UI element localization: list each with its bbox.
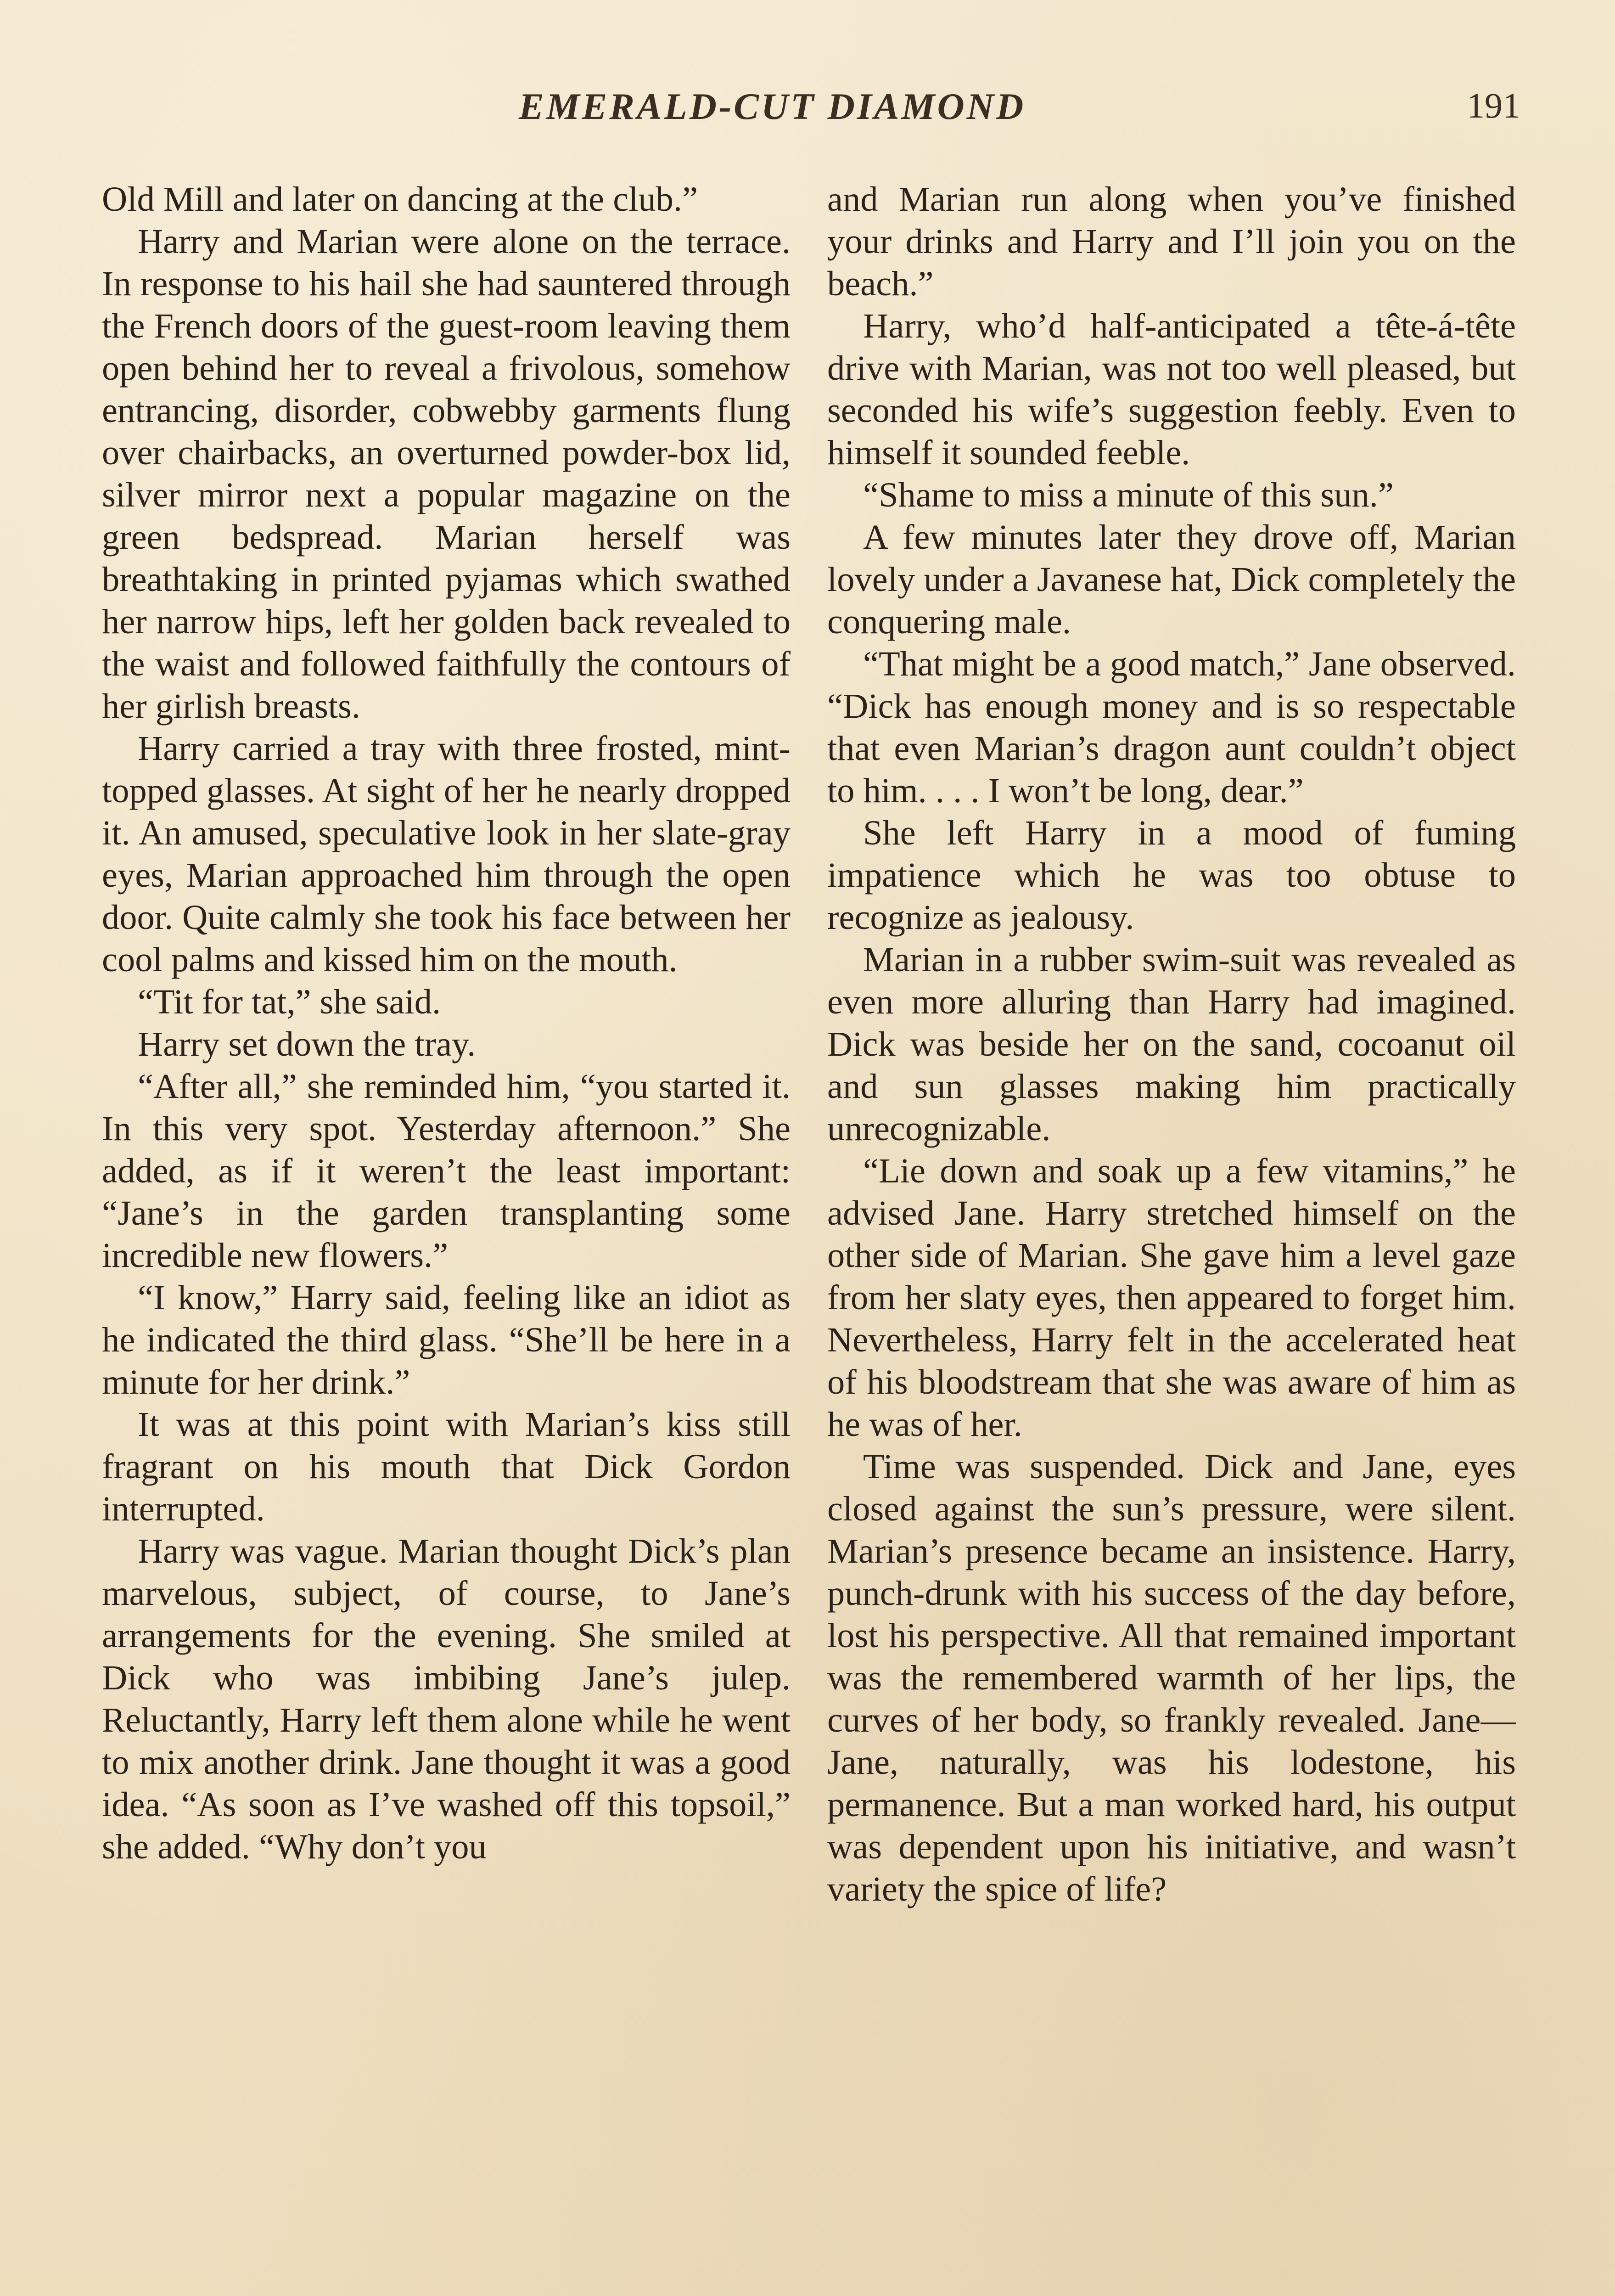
paragraph: Harry carried a tray with three frosted, mint-topped glasses. At sight of her he nearly dropped it. An amused, speculative look in her slate-gray eyes, Marian approached him through the open door. Quite calmly she took his face between her cool palms and kissed him on the mouth. <box>102 729 791 979</box>
paragraph: and Marian run along when you’ve finished your drinks and Harry and I’ll join you on the beach.” <box>827 180 1516 303</box>
paragraph: A few minutes later they drove off, Marian lovely under a Javanese hat, Dick completely the conquering male. <box>827 518 1516 641</box>
page-number: 191 <box>1467 85 1520 125</box>
paragraph: Old Mill and later on dancing at the club.” <box>102 180 698 219</box>
paragraph: Harry and Marian were alone on the terrace. In response to his hail she had sauntered through the French doors of the guest-room leaving them open behind her to reveal a frivolous, somehow entrancing, disorder, cobwebby garments flung over chairbacks, an overturned powder-box lid, silver mirror next a popular magazine on the green bedspread. Marian herself was breathtaking in printed pyjamas which swathed her narrow hips, left her golden back revealed to the waist and followed faithfully the contours of her girlish breasts. <box>102 222 791 726</box>
paragraph: Time was suspended. Dick and Jane, eyes closed against the sun’s pressure, were silent. Marian’s presence became an insistence. Harry, punch-drunk with his success of the day before, lost his perspective. All that remained important was the remembered warmth of her lips, the curves of her body, so frankly revealed. Jane—Jane, naturally, was his lodestone, his permanence. But a man worked hard, his output was dependent upon his initiative, and wasn’t variety the spice of life? <box>827 1447 1516 1908</box>
paragraph: “After all,” she reminded him, “you started it. In this very spot. Yesterday afternoon.” She added, as if it weren’t the least important: “Jane’s in the garden transplanting some incredible new flowers.” <box>102 1067 791 1275</box>
running-title: EMERALD-CUT DIAMOND <box>519 85 1026 127</box>
paragraph: “That might be a good match,” Jane observed. “Dick has enough money and is so respectable that even Marian’s dragon aunt couldn’t object to him. . . . I won’t be long, dear.” <box>827 644 1516 810</box>
paragraph: It was at this point with Marian’s kiss still fragrant on his mouth that Dick Gordon interrupted. <box>102 1405 791 1528</box>
running-head <box>0 85 1615 140</box>
paragraph: Marian in a rubber swim-suit was revealed as even more alluring than Harry had imagined. Dick was beside her on the sand, cocoanut oil and sun glasses making him practically unrecognizable. <box>827 940 1516 1148</box>
paragraph: “Tit for tat,” she said. <box>138 982 441 1021</box>
paragraph: Harry, who’d half-anticipated a tête-á-tête drive with Marian, was not too well pleased, but seconded his wife’s suggestion feebly. Even to himself it sounded feeble. <box>827 306 1516 472</box>
paragraph: “I know,” Harry said, feeling like an idiot as he indicated the third glass. “She’ll be here in a minute for her drink.” <box>102 1278 791 1401</box>
paragraph: She left Harry in a mood of fuming impatience which he was too obtuse to recognize as jealousy. <box>827 813 1516 937</box>
paragraph: “Lie down and soak up a few vitamins,” he advised Jane. Harry stretched himself on the other side of Marian. She gave him a level gaze from her slaty eyes, then appeared to forget him. Nevertheless, Harry felt in the accelerated heat of his bloodstream that she was aware of him as he was of her. <box>827 1151 1516 1444</box>
paragraph: Harry set down the tray. <box>138 1024 476 1064</box>
right-text-column <box>827 178 1516 1910</box>
paragraph: “Shame to miss a minute of this sun.” <box>863 475 1394 514</box>
left-text-column <box>102 178 791 1868</box>
paragraph: Harry was vague. Marian thought Dick’s plan marvelous, subject, of course, to Jane’s arrangements for the evening. She smiled at Dick who was imbibing Jane’s julep. Reluctantly, Harry left them alone while he went to mix another drink. Jane thought it was a good idea. “As soon as I’ve washed off this topsoil,” she added. “Why don’t you <box>102 1531 791 1866</box>
